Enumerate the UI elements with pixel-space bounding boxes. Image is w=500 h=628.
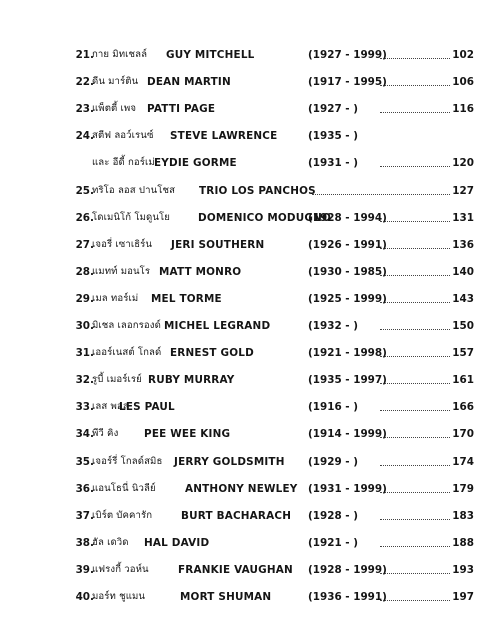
dot-leader <box>380 112 450 113</box>
entry-page-number: 170 <box>452 428 474 441</box>
toc-entry[interactable] <box>0 234 500 256</box>
entry-english-name: PATTI PAGE <box>147 103 216 116</box>
entry-page-number: 197 <box>452 591 474 603</box>
entry-years: (1921 - ) <box>308 536 358 549</box>
entry-thai-name: โดเมนิโก้ โมดูนโย <box>92 211 170 223</box>
entry-english-name: MATT MONRO <box>159 265 242 278</box>
entry-page-number: 116 <box>452 103 474 116</box>
entry-page-number: 140 <box>452 265 474 278</box>
entry-number: 38. <box>75 536 94 549</box>
entry-page-number: 127 <box>452 184 474 197</box>
entry-thai-name: เออร์เนสต์ โกลด์ <box>92 347 162 359</box>
entry-page-number: 166 <box>452 401 474 414</box>
entry-number: 37. <box>75 509 94 522</box>
entry-thai-name: แพ็ตตี้ เพจ <box>92 103 137 115</box>
toc-entry[interactable] <box>0 98 500 120</box>
entry-thai-name: กาย มิทเชลล์ <box>92 49 148 60</box>
entry-english-name: JERRY GOLDSMITH <box>174 455 285 468</box>
entry-page-number: 102 <box>452 49 474 61</box>
toc-entry[interactable] <box>0 261 500 283</box>
dot-leader <box>380 546 450 547</box>
dot-leader <box>380 600 450 601</box>
dot-leader <box>380 248 450 249</box>
entry-page-number: 106 <box>452 76 474 89</box>
dot-leader <box>380 275 450 276</box>
toc-entry[interactable] <box>0 288 500 310</box>
entry-thai-name: มอร์ท ชูแมน <box>92 591 146 602</box>
entry-number: 29. <box>75 292 94 305</box>
entry-english-name: STEVE LAWRENCE <box>170 130 278 143</box>
toc-entry[interactable] <box>0 125 500 147</box>
toc-entry[interactable] <box>0 396 500 418</box>
entry-number: 32. <box>75 374 94 387</box>
entry-english-name: ANTHONY NEWLEY <box>185 482 298 495</box>
dot-leader <box>380 329 450 330</box>
entry-english-name: MEL TORME <box>151 292 222 305</box>
entry-page-number: 150 <box>452 320 474 332</box>
entry-years: (1932 - ) <box>308 320 358 332</box>
entry-page-number: 143 <box>452 292 474 305</box>
entry-thai-name: เบิร์ต บัคคารัก <box>92 509 153 521</box>
toc-entry[interactable] <box>0 342 500 364</box>
toc-entry[interactable] <box>0 532 500 554</box>
entry-page-number: 183 <box>452 509 474 522</box>
entry-number: 36. <box>75 482 94 495</box>
dot-leader <box>380 465 450 466</box>
entry-years: (1926 - 1991) <box>308 238 387 251</box>
dot-leader <box>380 85 450 86</box>
entry-english-name: HAL DAVID <box>144 536 210 549</box>
entry-years: (1935 - ) <box>308 130 358 143</box>
toc-entry[interactable] <box>0 44 500 66</box>
entry-page-number: 120 <box>452 157 474 170</box>
entry-thai-name: เมล ทอร์เม่ <box>92 292 139 304</box>
entry-years: (1930 - 1985) <box>308 265 387 278</box>
entry-number: 35. <box>75 455 94 468</box>
toc-entry[interactable] <box>0 451 500 473</box>
entry-thai-name: แฟรงกี้ วอห์น <box>92 563 149 575</box>
entry-number: 22. <box>75 76 94 89</box>
entry-thai-name: มิเชล เลอกรองด์ <box>92 320 161 331</box>
entry-english-name: GUY MITCHELL <box>166 49 255 61</box>
entry-english-name: MORT SHUMAN <box>180 591 272 603</box>
entry-years: (1927 - 1999) <box>308 49 387 61</box>
entry-thai-name: เจอร์รี่ โกลด์สมิธ <box>92 455 163 467</box>
entry-years: (1936 - 1991) <box>308 591 387 603</box>
entry-number: 26. <box>75 211 94 224</box>
entry-thai-name: ฮัล เดวิด <box>92 536 129 548</box>
entry-english-name: LES PAUL <box>119 401 175 414</box>
entry-page-number: 161 <box>452 374 474 387</box>
toc-entry[interactable] <box>0 71 500 93</box>
entry-english-name: RUBY MURRAY <box>148 374 235 387</box>
entry-english-name: PEE WEE KING <box>144 428 231 441</box>
entry-thai-name: รูบี้ เมอร์เรย์ <box>92 374 142 386</box>
entry-number: 21. <box>75 49 94 61</box>
dot-leader <box>380 573 450 574</box>
entry-number: 34. <box>75 428 94 441</box>
toc-entry[interactable] <box>0 505 500 527</box>
entry-number: 39. <box>75 563 94 576</box>
dot-leader <box>380 492 450 493</box>
entry-number: 33. <box>75 401 94 414</box>
entry-number: 25. <box>75 184 94 197</box>
entry-page-number: 193 <box>452 563 474 576</box>
dot-leader <box>380 410 450 411</box>
entry-years: (1935 - 1997) <box>308 374 387 387</box>
entry-years: (1929 - ) <box>308 455 358 468</box>
entry-number: 23. <box>75 103 94 116</box>
entry-english-name: DOMENICO MODUGNO <box>198 211 332 224</box>
entry-number: 27. <box>75 238 94 251</box>
entry-english-name: JERI SOUTHERN <box>171 238 265 251</box>
entry-number: 24. <box>75 130 94 143</box>
dot-leader <box>380 302 450 303</box>
dot-leader <box>380 58 450 59</box>
entry-years: (1917 - 1995) <box>308 76 387 89</box>
dot-leader <box>380 383 450 384</box>
entry-years: (1928 - 1999) <box>308 563 387 576</box>
entry-page-number: 188 <box>452 536 474 549</box>
entry-page-number: 131 <box>452 211 474 224</box>
toc-entry[interactable] <box>0 586 500 608</box>
dot-leader <box>380 437 450 438</box>
dot-leader <box>380 356 450 357</box>
dot-leader <box>380 221 450 222</box>
dot-leader <box>312 194 450 195</box>
entry-thai-name: ทริโอ ลอส ปานโชส <box>92 184 176 196</box>
entry-years: (1928 - ) <box>308 509 358 522</box>
entry-years: (1927 - ) <box>308 103 358 116</box>
entry-english-name: FRANKIE VAUGHAN <box>178 563 293 576</box>
entry-thai-name: เลส พอล <box>92 401 129 413</box>
entry-page-number: 157 <box>452 347 474 360</box>
entry-years: (1925 - 1999) <box>308 292 387 305</box>
toc-entry[interactable] <box>0 152 500 174</box>
entry-thai-name: แมทท์ มอนโร <box>92 265 151 277</box>
dot-leader <box>380 166 450 167</box>
toc-entry[interactable] <box>0 423 500 445</box>
entry-page-number: 136 <box>452 238 474 251</box>
entry-number: 31. <box>75 347 94 360</box>
toc-entry[interactable] <box>0 478 500 500</box>
entry-english-name: DEAN MARTIN <box>147 76 231 89</box>
entry-thai-name: และ อีดี้ กอร์เม่ <box>92 157 155 169</box>
entry-years: (1914 - 1999) <box>308 428 387 441</box>
entry-english-name: BURT BACHARACH <box>181 509 292 522</box>
entry-thai-name: ดีน มาร์ติน <box>92 76 139 88</box>
entry-page-number: 179 <box>452 482 474 495</box>
entry-thai-name: สตีฟ ลอว์เรนซ์ <box>92 130 154 142</box>
dot-leader <box>380 519 450 520</box>
toc-entry[interactable] <box>0 559 500 581</box>
entry-thai-name: พีวี คิง <box>92 428 119 440</box>
toc-entry[interactable] <box>0 180 500 202</box>
entry-english-name: EYDIE GORME <box>154 157 237 170</box>
entry-years: (1931 - ) <box>308 157 358 170</box>
entry-english-name: MICHEL LEGRAND <box>164 320 271 332</box>
entry-english-name: ERNEST GOLD <box>170 347 254 360</box>
toc-entry[interactable] <box>0 369 500 391</box>
entry-number: 40. <box>75 591 94 603</box>
toc-entry[interactable] <box>0 207 500 229</box>
entry-number: 28. <box>75 265 94 278</box>
entry-number: 30. <box>75 320 94 332</box>
entry-english-name: TRIO LOS PANCHOS <box>199 184 316 197</box>
entry-thai-name: แอนโธนี่ นิวลีย์ <box>92 482 156 494</box>
entry-thai-name: เจอรี่ เซาเธิร์น <box>92 238 153 250</box>
entry-years: (1931 - 1999) <box>308 482 387 495</box>
toc-entry[interactable] <box>0 315 500 337</box>
entry-page-number: 174 <box>452 455 474 468</box>
entry-years: (1928 - 1994) <box>308 211 387 224</box>
entry-years: (1916 - ) <box>308 401 358 414</box>
entry-years: (1921 - 1998) <box>308 347 387 360</box>
